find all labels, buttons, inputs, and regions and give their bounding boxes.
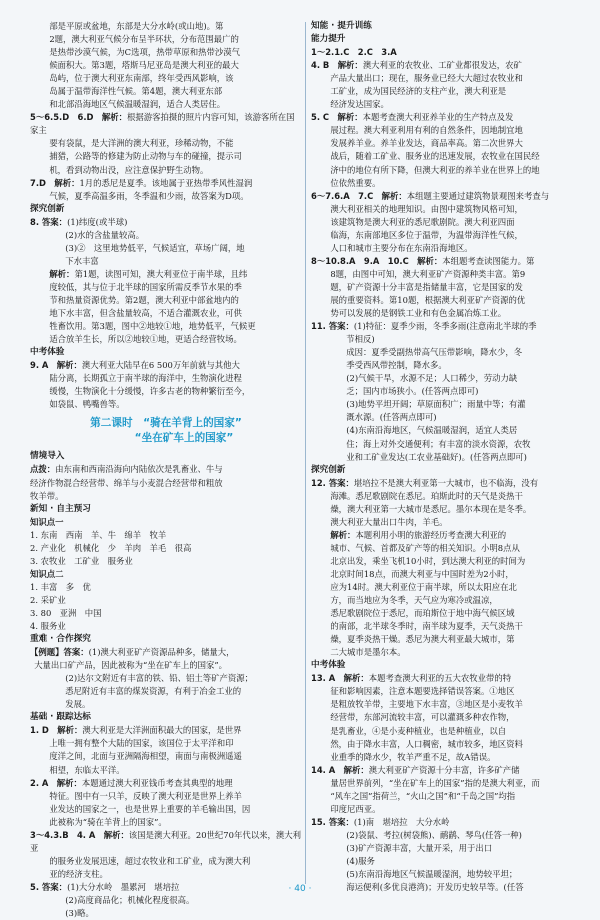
text-line: 适合放羊生长，所以②地较①地，更适合经营牧场。	[49, 334, 242, 345]
text-line: 应为14时。澳大利亚位于南半球，所以太阳应在北	[330, 582, 517, 593]
text-line: 节和热量资源优势。第2题，澳大利亚中部盆地内的	[49, 294, 239, 305]
text-line: 由东南和西南沿海向内陆依次是乳畜业、牛与	[55, 464, 223, 475]
text-line: 相望，东临太平洋。	[49, 764, 125, 775]
answer-key: 13. A	[311, 673, 344, 684]
text-line: 燥，夏季炎热干燥。悉尼为澳大利亚最大城市，第	[330, 634, 515, 645]
text-line: (1)大分水岭 墨累河 堪培拉	[67, 881, 180, 892]
text-line: 该国是澳大利亚。20世纪70年代以来，澳大利亚	[30, 829, 301, 853]
section-title-ability: 能力提升	[311, 34, 346, 45]
section-title-new: 新知 · 自主预习	[30, 503, 91, 514]
text-line: 度洋之间，北面与亚洲隔海相望，南面与南极洲遥遥	[49, 751, 242, 762]
answer-key: 5. C	[311, 112, 338, 123]
analysis-label: 解析：	[343, 673, 369, 684]
right-column	[311, 20, 587, 894]
text-line: 第1题，读图可知，澳大利亚位于南半球，且纬	[74, 268, 248, 279]
analysis-label: 解析：	[330, 529, 356, 540]
answer-key: 1. D	[30, 725, 58, 736]
answer-q7	[30, 177, 302, 190]
answer-q8	[30, 216, 302, 229]
section-title-explore: 探究创新	[30, 203, 65, 214]
text-line: (2)达尔文附近有丰富的铁、铅、铝土等矿产资源；	[65, 673, 254, 684]
analysis-label: 解析：	[337, 112, 363, 123]
analysis-label: 解析：	[103, 829, 129, 840]
analysis-label: 解析：	[343, 764, 369, 775]
analysis-label: 解析：	[54, 177, 80, 188]
text-line: 城市、气候、首都及矿产等的相关知识。小明8点从	[330, 542, 520, 553]
text-line: 业重季的降水少，牧羊严重不足，故A错误。	[330, 751, 496, 762]
text-line: 海运便利(多优良港湾)；开发历史较早等。(任答	[346, 882, 524, 893]
answer-key: 2. A	[30, 777, 57, 788]
text-line: 上唯一拥有整个大陆的国家，该国位于太平洋和印	[49, 738, 234, 749]
answer-label: 12. 答案：	[311, 477, 354, 488]
text-line: 量居世界前列，“坐在矿车上的国家”指的是澳大利亚，而	[330, 777, 540, 788]
text-line: 经营带，东部河流较丰富，可以灌溉多种农作物，	[330, 712, 515, 723]
analysis-label: 解析：	[56, 777, 82, 788]
text-line: 的服务业发展迅速，超过农牧业和工矿业，成为澳大利	[49, 855, 251, 866]
knowledge-point-1: 知识点一	[30, 516, 64, 527]
text-line: 2. 采矿业	[30, 594, 66, 605]
analysis-label: 解析：	[417, 255, 443, 266]
hint-label: 点拨：	[30, 464, 56, 475]
text-line: (2)高度商品化；机械化程度很高。	[65, 895, 195, 905]
text-line: 展的重要资料。第10题，根据澳大利亚矿产资源的优	[330, 294, 526, 305]
section-title-key: 重难 · 合作探究	[30, 634, 91, 645]
text-line: 机，看到动物出没，应注意保护野生动物。	[49, 164, 209, 175]
answer-label: 5. 答案：	[30, 881, 68, 892]
text-line: 度较低，其与位于北半球的国家所需反季节水果的季	[49, 281, 242, 292]
answer-key: 14. A	[311, 764, 344, 775]
text-line: (3)地势平坦开阔；草原面积广；雨量中等；有灌	[346, 399, 526, 410]
text-line: (2)气候干旱，水源不足；人口稀少，劳动力缺	[346, 373, 518, 384]
text-line: 亚的经济支柱。	[49, 868, 108, 879]
text-line: 方，而当地应为冬季，天气应为寒冷或温凉，	[330, 595, 498, 606]
analysis-label: 解析：	[381, 190, 407, 201]
analysis-label: 解析：	[337, 60, 363, 71]
text-line: 岛屿，位于澳大利亚东南部，终年受西风影响，该	[49, 73, 234, 84]
text-line: 印度尼西亚。	[330, 803, 381, 814]
text-line: 北京出发，乘坐飞机10小时，到达澳大利亚的时间为	[330, 555, 526, 566]
text-line: (4)东南沿海地区，气候温暖湿润，适宜人类居	[346, 425, 518, 436]
section-title-basic: 基础 · 跟踪达标	[30, 712, 91, 723]
text-line: 澳大利亚是大洋洲面积最大的国家，是世界	[82, 725, 242, 736]
section-title-scene: 情境导入	[30, 451, 65, 462]
text-line: 节相反)	[346, 334, 375, 345]
analysis-label: 解析：	[57, 725, 83, 736]
analysis-label: 解析：	[56, 360, 82, 371]
text-line: 1. 丰富 多 优	[30, 581, 91, 592]
text-line: 如袋鼠、鸭嘴兽等。	[49, 399, 125, 410]
answer-label: 15. 答案：	[311, 816, 354, 827]
text-line: 该建筑物是澳大利亚的悉尼歌剧院。澳大利亚四面	[330, 216, 515, 227]
knowledge-point-2: 知识点二	[30, 568, 64, 579]
text-line: (2)水的含盐量较高。	[65, 229, 145, 240]
text-line: 住；海上对外交通便利；有丰富的淡水资源，农牧	[346, 438, 531, 449]
text-line: 发展养羊业。养羊业发达，商品率高。第二次世界大	[330, 138, 523, 149]
text-line: 牧羊带。	[30, 490, 64, 501]
text-line: 根据游客拍摄的照片内容可知，该游客所在国家主	[30, 112, 295, 136]
text-line: 人口和城市主要分布在东南沿海地区。	[330, 242, 473, 253]
text-line: 本组题考查读图能力。第	[442, 255, 535, 266]
text-line: 题，矿产资源十分丰富是指储量丰富，它是国家的发	[330, 281, 523, 292]
text-line: 气候，夏季高温多雨，冬季温和少雨，故答案为D项。	[49, 190, 249, 201]
text-line: 1月的悉尼是夏季。该地属于亚热带季风性湿润	[79, 177, 253, 188]
text-line: 业发达的国家之一，也是世界上重要的羊毛输出国，因	[49, 803, 251, 814]
answer-key: 1～2.1.C 2.C 3.A	[311, 47, 397, 58]
text-line: “风车之国”指荷兰，“火山之国”和“千岛之国”均指	[330, 790, 516, 801]
text-line: 8题，由图中可知，澳大利亚矿产资源种类丰富。第9	[330, 268, 526, 279]
text-line: 此被称为“骑在羊背上的国家”。	[49, 816, 167, 827]
text-line: (1)澳大利亚矿产资源品种多，储量大，	[88, 647, 235, 658]
text-line: 展过程。澳大利亚利用有利的自然条件，因地制宜地	[330, 125, 523, 136]
text-line: 缓慢，生物演化十分缓慢，许多古老的物种繁衍至今，	[49, 386, 251, 397]
text-line: 2题，澳大利亚气候分布呈半环状，分布范围最广的	[49, 34, 239, 45]
text-line: 产品大量出口；现在，服务业已经大大超过农牧业和	[330, 73, 523, 84]
text-line: 燥，澳大利亚第一大城市是悉尼。墨尔本现在是冬季。	[330, 503, 532, 514]
text-line: 2. 产业化 机械化 少 羊肉 羊毛 很高	[30, 542, 192, 553]
text-line: 经济作物混合经营带、绵羊与小麦混合经营带和粗放	[30, 477, 223, 488]
text-line: 北京时间18点，而澳大利亚与中国时差为2小时，	[330, 568, 514, 579]
answer-q5-6	[30, 111, 302, 137]
text-line: 发展。	[65, 699, 91, 710]
answer-key: 9. A	[30, 360, 57, 371]
text-line: 澳大利亚矿产资源十分丰富，许多矿产储	[368, 764, 520, 775]
example-label: 【例题】答案：	[30, 647, 89, 658]
text-line: 溉水源。(任答两点即可)	[346, 412, 437, 423]
text-line: 本题利用小明的旅游经历考查澳大利亚的	[355, 529, 507, 540]
text-line: 1. 东南 西南 羊、牛 绵羊 牧羊	[30, 529, 167, 540]
text-line: 澳大利亚的农牧业、工矿业都很发达，农矿	[362, 60, 522, 71]
text-line: 候面积大。第3题，塔斯马尼亚岛是澳大利亚的最大	[49, 60, 239, 71]
answer-key: 4. B	[311, 60, 338, 71]
answer-label: 8. 答案：	[30, 216, 68, 227]
text-line: 位依然重要。	[330, 177, 381, 188]
section-title-training: 知能 · 提升训练	[311, 21, 372, 31]
text-line: 临海，东南部地区多位于温带，为温带海洋性气候，	[330, 229, 523, 240]
text-line: (1)南 堪培拉 大分水岭	[353, 816, 450, 827]
text-line: 本题通过澳大利亚钱币考查其典型的地理	[81, 777, 233, 788]
text-line: 悉尼附近有丰富的煤炭资源，有利于冶金工业的	[65, 686, 242, 697]
text-line: 堪培拉不是澳大利亚第一大城市，也不临海，没有	[353, 477, 539, 488]
page-number-text: · 40 ·	[288, 884, 312, 894]
answer-key: 6～7.6.A 7.C	[311, 190, 382, 201]
text-block-q2-4	[30, 20, 302, 111]
lesson-title-line2: “坐在矿车上的国家”	[134, 432, 234, 445]
text-line: 澳大利亚大量出口牛肉，羊毛。	[330, 516, 448, 527]
section-title-exam: 中考体验	[30, 347, 65, 358]
text-line: 征和影响因素，注意本题要选择错误答案。①地区	[330, 686, 515, 697]
text-line: 4. 服务业	[30, 621, 66, 632]
text-line: 工矿业，成为国民经济的支柱产业，澳大利亚是	[330, 86, 507, 97]
text-line: 然，由于降水丰富，人口稠密，城市较多，地区资料	[330, 738, 523, 749]
text-line: 岛属于温带海洋性气候。第4题，澳大利亚东部	[49, 86, 223, 97]
text-line: 要有袋鼠，是大洋洲的澳大利亚，珍稀动物，不能	[49, 138, 234, 149]
text-line: 本题考查澳大利亚的五大农牧业带的特	[368, 673, 512, 684]
answer-key: 8～10.8.A 9.A 10.C	[311, 255, 418, 266]
text-line: (2)袋鼠、考拉(树袋熊)、鸸鹋、琴鸟(任答一种)	[346, 829, 522, 840]
analysis-label: 解析：	[101, 112, 128, 123]
text-line: (3)矿产资源丰富，大量开采，用于出口	[346, 842, 493, 853]
section-title-exam-right: 中考体验	[311, 660, 346, 671]
text-line: 捕猎，公路等的修建为防止动物与车的碰撞，提示司	[49, 151, 242, 162]
text-line: 海滩。悉尼歌剧院在悉尼。珀斯此时的天气是炎热干	[330, 490, 523, 501]
text-line: (3)② 这里地势低平，气候适宜，草场广阔，地	[65, 242, 245, 253]
lesson-title-line1: 第二课时 “骑在羊背上的国家”	[90, 417, 242, 430]
text-line: (5)东南沿海地区气候温暖湿润，地势较平坦；	[346, 869, 518, 880]
analysis-label: 解析：	[49, 268, 75, 279]
text-line: 的南部，北半球冬季时，南半球为夏季，天气炎热干	[330, 621, 523, 632]
column-divider	[305, 22, 306, 884]
answer-label: 11. 答案：	[311, 321, 354, 332]
text-line: 乏；国内市场狭小。(任答两点即可)	[346, 386, 479, 397]
text-line: 悉尼歌剧院位于悉尼，而珀斯位于地中海气候区域	[330, 608, 515, 619]
page-number	[0, 883, 600, 896]
text-line: 济中的地位有所下降，但澳大利亚的养羊业在世界上的地	[330, 164, 540, 175]
text-line: 3. 农牧业 工矿业 服务业	[30, 555, 133, 566]
text-line: (4)服务	[346, 856, 375, 866]
left-column	[30, 20, 302, 920]
text-line: 3. 80 亚洲 中国	[30, 607, 102, 618]
text-line: 陆分离，长期孤立于南半球的海洋中，生物演化进程	[49, 373, 242, 384]
text-line: 势可以发展的是钢铁工业和有色金属冶炼工业。	[330, 308, 507, 319]
text-line: 是粗放牧羊带，主要地下水丰富，③地区是小麦牧羊	[330, 699, 523, 710]
text-line: 澳大利亚相关的地理知识。由图中建筑物风格可知，	[330, 203, 523, 214]
text-line: 特征。图中有一只羊，反映了澳大利亚是世界上养羊	[49, 790, 242, 801]
text-line: 是乳畜业，④是小麦种植业，也是种植业，以自	[330, 725, 507, 736]
text-line: 牲畜饮用。第3题，图中②地较①地，地势低平，气候更	[49, 321, 256, 332]
text-line: (3)略。	[65, 908, 94, 919]
text-line: 战后，随着工矿业、服务业的迅速发展，农牧业在国民经	[330, 151, 540, 162]
text-line: 成因：夏季受副热带高气压带影响，降水少，冬	[346, 347, 523, 358]
answer-key: 3～4.3.B 4. A	[30, 829, 104, 840]
text-line: 地下水丰富，但含盐量较高，不适合灌溉农业，可供	[49, 308, 242, 319]
section-title-explore-right: 探究创新	[311, 464, 346, 475]
answer-key: 5～6.5.D 6.D	[30, 112, 102, 123]
text-line: 本题考查澳大利亚养羊业的生产特点及发	[362, 112, 514, 123]
answer-q9	[30, 359, 302, 372]
text-line: 本组题主要通过建筑物景观图来考查与	[406, 190, 550, 201]
text-line: 大量出口矿产品，因此被称为“坐在矿车上的国家”。	[34, 660, 227, 671]
text-line: 季受西风带控制，降水多。	[346, 360, 447, 371]
text-line: 澳大利亚大陆早在6 500万年前就与其他大	[81, 360, 240, 371]
text-line: 是热带沙漠气候，为C选项，热带草原和热带沙漠气	[49, 47, 240, 58]
answer-key: 7.D	[30, 177, 55, 188]
text-line: 二大城市是墨尔本。	[330, 647, 406, 658]
text-line: 下水丰富	[65, 255, 99, 266]
text-line: 部是平原或盆地，东部是大分水岭(或山地)。第	[49, 21, 224, 31]
text-line: 业和工矿业发达(工农业基础好)。(任答两点即可)	[346, 451, 527, 462]
text-line: 经济发达国家。	[330, 99, 389, 110]
text-line: (1)特征：夏季少雨，冬季多雨(注意南北半球的季	[353, 321, 537, 332]
lesson-title	[30, 416, 302, 446]
text-line: (1)纬度(或半球)	[67, 216, 128, 227]
text-line: 和北部沿海地区气候温暖湿润，适合人类居住。	[49, 99, 226, 110]
